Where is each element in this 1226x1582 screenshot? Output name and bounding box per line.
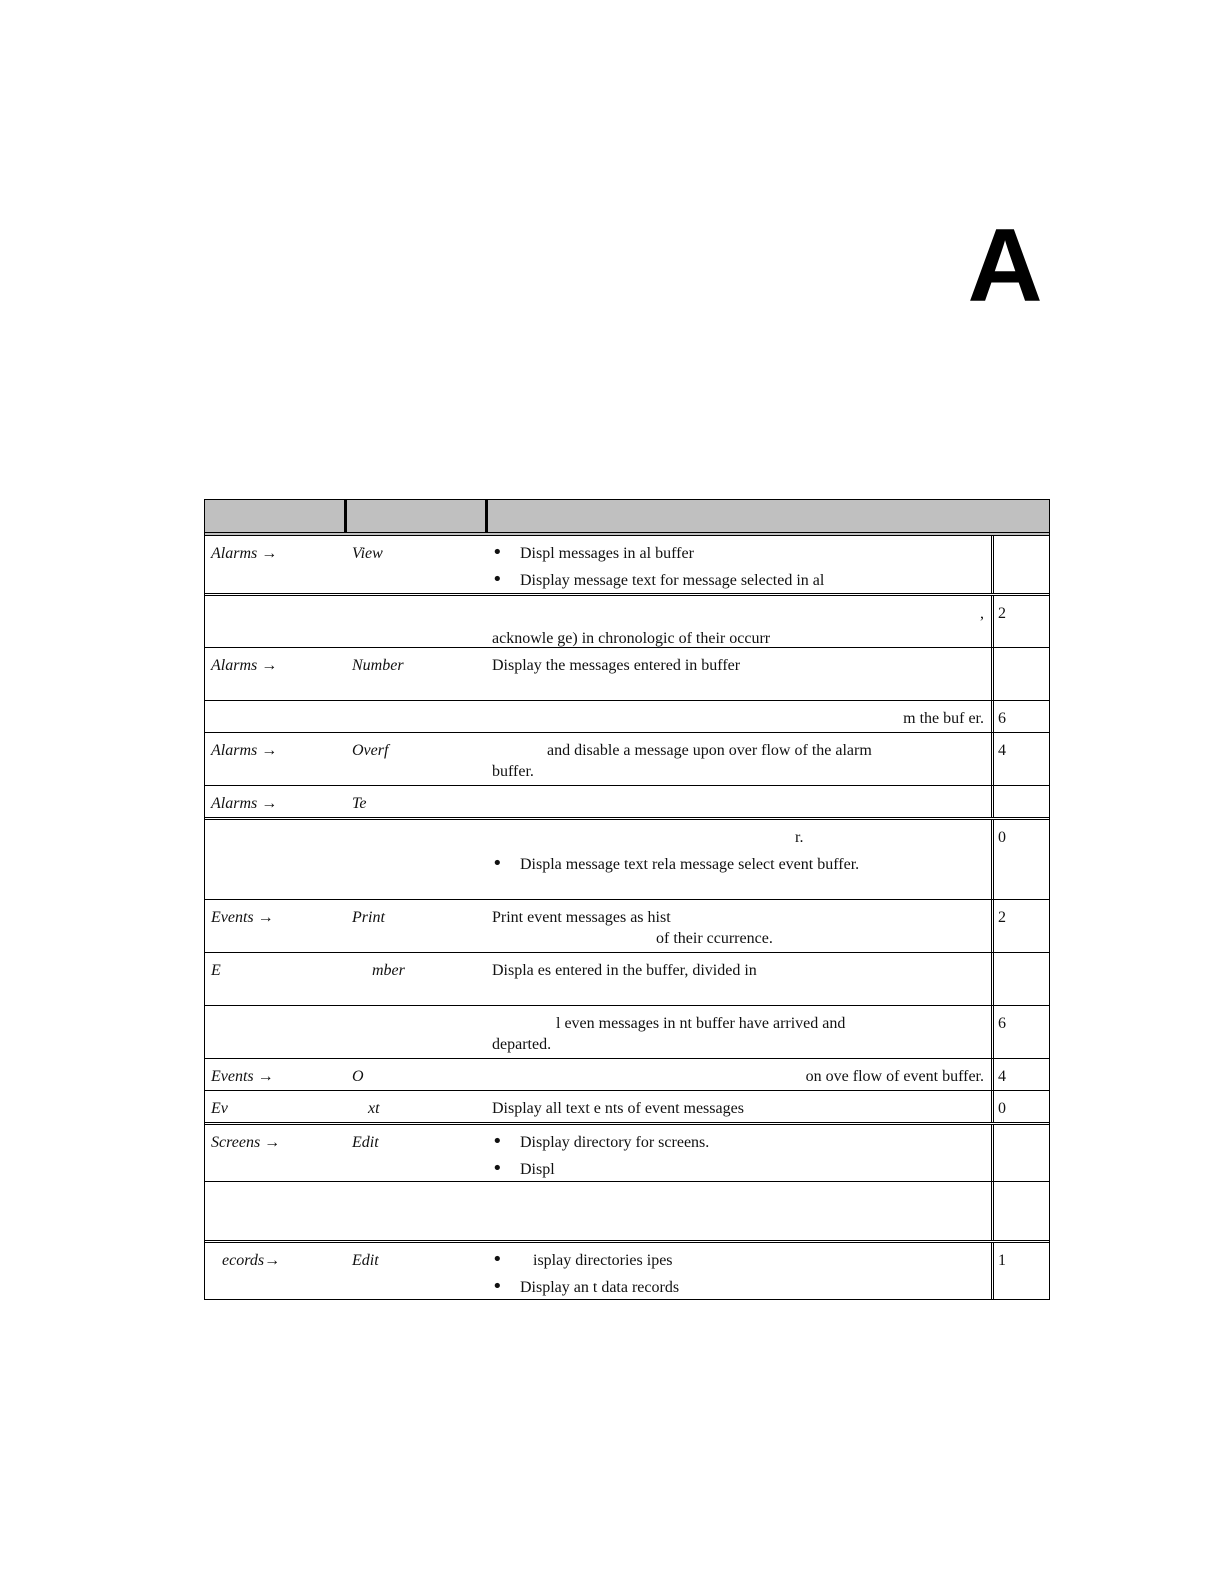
description-text: buffer. <box>492 763 534 780</box>
description-text: r. <box>795 829 804 846</box>
column-separator <box>991 648 994 700</box>
description-cell: m the buf er. <box>903 710 984 727</box>
command-cell: xt <box>368 1100 380 1117</box>
column-separator <box>991 1059 994 1090</box>
menu-cell: E <box>211 962 221 979</box>
menu-cell: Alarms → <box>211 545 278 562</box>
command-cell: Print <box>352 909 385 926</box>
table-row <box>205 536 1049 593</box>
table-row <box>205 1181 1049 1240</box>
description-cell: Displa es entered in the buffer, divided in <box>492 962 757 979</box>
description-cell: Display the messages entered in buffer <box>492 657 741 674</box>
command-cell: Overf <box>352 742 389 759</box>
description-bullet: • isplay directories ipes <box>492 1250 984 1271</box>
column-separator <box>991 733 994 785</box>
description-bullet: • Display an t data records <box>492 1277 984 1298</box>
menu-command-table <box>204 499 1050 1300</box>
column-separator <box>991 900 994 952</box>
description-text: of their ccurrence. <box>656 930 773 947</box>
table-row <box>205 700 1049 732</box>
menu-cell: ecords→ <box>222 1252 281 1269</box>
column-separator <box>991 786 994 817</box>
table-row <box>205 785 1049 817</box>
description-text: acknowle ge) in chronologic of their occurr <box>492 630 771 647</box>
command-cell: O <box>352 1068 364 1085</box>
description-bullet: • Display message text for message selected in al <box>492 570 984 591</box>
command-cell: View <box>352 545 383 562</box>
command-cell: mber <box>372 962 405 979</box>
menu-cell: Screens → <box>211 1134 281 1151</box>
table-row <box>205 817 1049 899</box>
description-text: l even messages in nt buffer have arrived and <box>556 1015 846 1032</box>
header-separator <box>485 500 488 532</box>
menu-cell: Alarms → <box>211 795 278 812</box>
page-ref-cell: 6 <box>998 1015 1006 1032</box>
table-row <box>205 1122 1049 1181</box>
appendix-letter: A <box>967 208 1043 324</box>
page-ref-cell: 4 <box>998 1068 1006 1085</box>
column-separator <box>991 820 994 899</box>
column-separator <box>991 1243 994 1299</box>
menu-cell: Alarms → <box>211 657 278 674</box>
column-separator <box>991 1182 994 1240</box>
page-ref-cell: 2 <box>998 605 1006 622</box>
description-text: Print event messages as hist <box>492 909 671 926</box>
menu-cell: Ev <box>211 1100 228 1117</box>
command-cell: Number <box>352 657 404 674</box>
description-text: , <box>980 605 984 622</box>
description-bullet: • Displa message text rela message select event buffer. <box>492 854 984 875</box>
page-ref-cell: 6 <box>998 710 1006 727</box>
column-separator <box>991 596 994 647</box>
page-ref-cell: 0 <box>998 1100 1006 1117</box>
command-cell: Edit <box>352 1252 379 1269</box>
table-row <box>205 952 1049 1005</box>
description-cell: on ove flow of event buffer. <box>805 1068 984 1085</box>
column-separator <box>991 536 994 593</box>
description-bullet: • Display directory for screens. <box>492 1132 984 1153</box>
column-separator <box>991 953 994 1005</box>
description-cell <box>492 1013 984 1055</box>
description-bullet: • Displ messages in al buffer <box>492 543 984 564</box>
table-row <box>205 1058 1049 1090</box>
description-bullet: • Displ <box>492 1159 984 1180</box>
table-row <box>205 732 1049 785</box>
description-text: departed. <box>492 1036 552 1053</box>
column-separator <box>991 701 994 732</box>
command-cell: Te <box>352 795 367 812</box>
description-cell: Display all text e nts of event messages <box>492 1100 744 1117</box>
description-cell <box>492 543 984 597</box>
table-row <box>205 899 1049 952</box>
header-separator <box>344 500 347 532</box>
table-row <box>205 1090 1049 1122</box>
description-cell <box>492 1132 984 1186</box>
table-row <box>205 1240 1049 1299</box>
column-separator <box>991 1091 994 1122</box>
page-ref-cell: 0 <box>998 829 1006 846</box>
column-separator <box>991 1006 994 1058</box>
command-cell: Edit <box>352 1134 379 1151</box>
table-row <box>205 593 1049 647</box>
table-row <box>205 647 1049 700</box>
description-cell <box>492 827 984 881</box>
menu-cell: Alarms → <box>211 742 278 759</box>
menu-cell: Events → <box>211 909 274 926</box>
description-cell <box>492 1250 984 1304</box>
description-text: and disable a message upon over flow of the alarm <box>547 742 872 759</box>
page-ref-cell: 4 <box>998 742 1006 759</box>
table-header-row <box>205 499 1049 536</box>
column-separator <box>991 1125 994 1181</box>
menu-cell: Events → <box>211 1068 274 1085</box>
description-cell <box>492 740 984 782</box>
page-ref-cell: 2 <box>998 909 1006 926</box>
page-ref-cell: 1 <box>998 1252 1006 1269</box>
description-cell <box>492 907 984 949</box>
description-cell <box>492 603 984 649</box>
table-row <box>205 1005 1049 1058</box>
